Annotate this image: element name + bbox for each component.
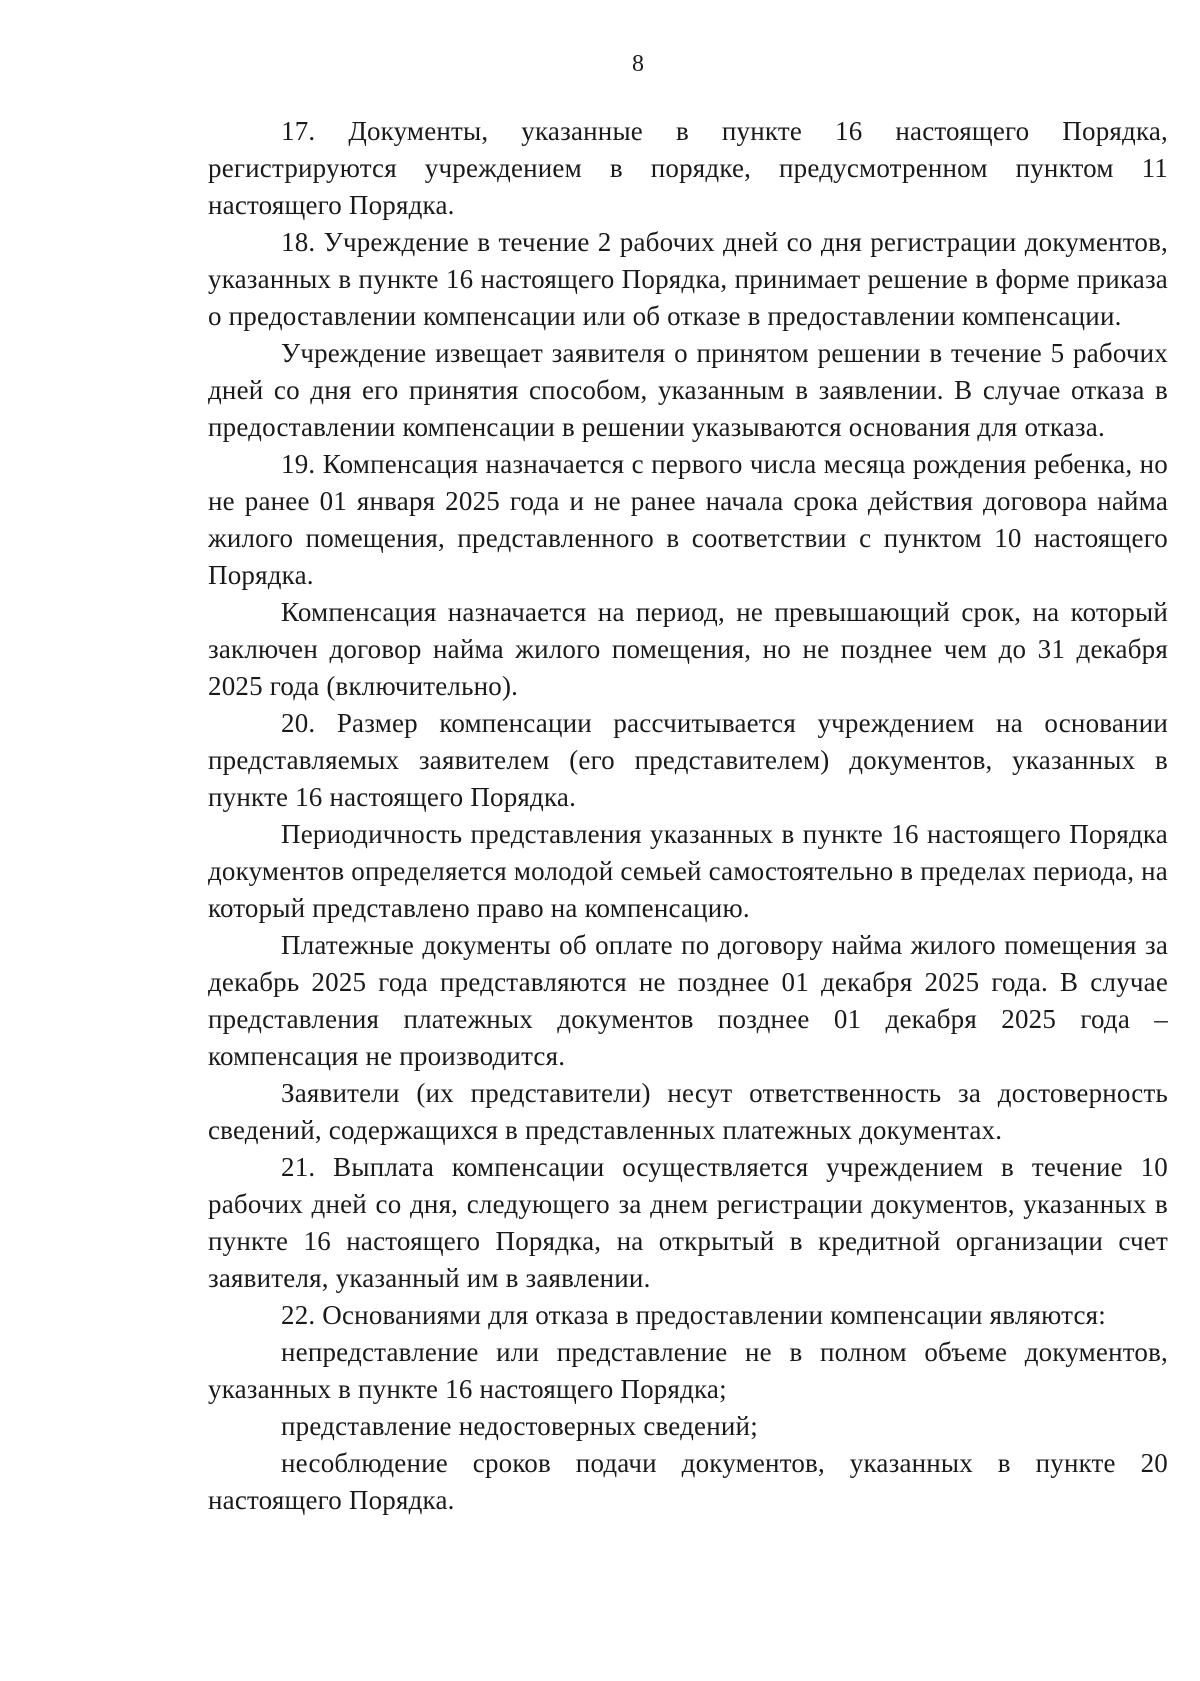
paragraph-19: 19. Компенсация назначается с первого числа месяца рождения ребенка, но не ранее 01 января 2025 года и не ранее начала срока действия договора найма жилого помещения, представленного в соответствии с пунктом 10 настоящего Порядка. — [208, 449, 1168, 590]
page-number: 8 — [632, 51, 644, 77]
paragraph-19-period: Компенсация назначается на период, не превышающий срок, на который заключен договор найма жилого помещения, но не позднее чем до 31 декабря 2025 года (включительно). — [208, 597, 1168, 701]
paragraph-22-item-2: представление недостоверных сведений; — [281, 1411, 758, 1441]
document-body — [208, 113, 1168, 1519]
paragraph-20-responsibility: Заявители (их представители) несут ответственность за достоверность сведений, содержащихся в представленных платежных документах. — [208, 1078, 1168, 1145]
paragraph-21: 21. Выплата компенсации осуществляется учреждением в течение 10 рабочих дней со дня, следующего за днем регистрации документов, указанных в пункте 16 настоящего Порядка, на открытый в кредитной организации счет заявителя, указанный им в заявлении. — [208, 1152, 1168, 1293]
paragraph-20-periodicity: Периодичность представления указанных в пункте 16 настоящего Порядка документов определяется молодой семьей самостоятельно в пределах периода, на который представлено право на компенсацию. — [208, 819, 1168, 923]
paragraph-20: 20. Размер компенсации рассчитывается учреждением на основании представляемых заявителем (его представителем) документов, указанных в пункте 16 настоящего Порядка. — [208, 708, 1168, 812]
paragraph-22: 22. Основаниями для отказа в предоставлении компенсации являются: — [281, 1300, 1107, 1330]
paragraph-20-payment-documents: Платежные документы об оплате по договору найма жилого помещения за декабрь 2025 года представляются не позднее 01 декабря 2025 года. В случае представления платежных документов позднее 01 декабря 2025 года – компенсация не производится. — [208, 930, 1168, 1071]
paragraph-18: 18. Учреждение в течение 2 рабочих дней со дня регистрации документов, указанных в пункте 16 настоящего Порядка, принимает решение в форме приказа о предоставлении компенсации или об отказе в предоставлении компенсации. — [208, 227, 1168, 331]
paragraph-22-item-1: непредставление или представление не в полном объеме документов, указанных в пункте 16 настоящего Порядка; — [208, 1337, 1168, 1404]
paragraph-17: 17. Документы, указанные в пункте 16 настоящего Порядка, регистрируются учреждением в порядке, предусмотренном пунктом 11 настоящего Порядка. — [208, 116, 1168, 220]
paragraph-22-item-3: несоблюдение сроков подачи документов, указанных в пункте 20 настоящего Порядка. — [208, 1448, 1168, 1515]
paragraph-18-notice: Учреждение извещает заявителя о принятом решении в течение 5 рабочих дней со дня его принятия способом, указанным в заявлении. В случае отказа в предоставлении компенсации в решении указываются основания для отказа. — [208, 338, 1168, 442]
